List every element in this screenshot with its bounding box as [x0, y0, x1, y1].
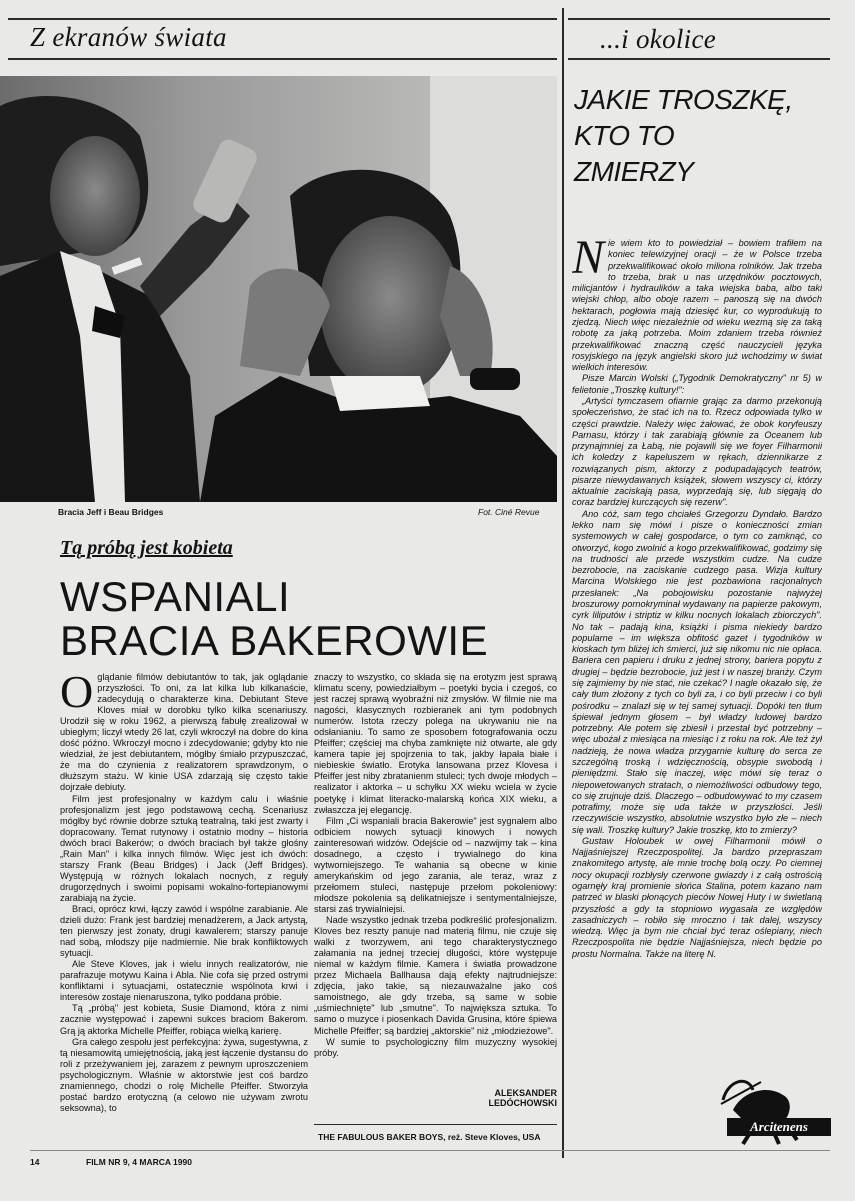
sidebar-title-line3: ZMIERZY: [574, 156, 694, 187]
sidebar-text: ie wiem kto to powiedział – bowiem trafiłem na koniec telewizyjnej oracji – że w Polsce trzeba przekwalifikować około miliona rolników. Jak trzeba to trzeba, brak u nas urzędników pocztowych, milicjantów i hydraulików a taka wiejska baba, albo taki wiejski chłop, albo oboje razem – panoszą się na dwóch hektarach, pogłowia mają dziesięć kur, co wyprodukują to zjedzą. Niech więc niezależnie od wieku wezmą się za taką robotę za jaką potrzeba. Moim zdaniem trzeba również przekwalifikować znaczną część nauczycieli języka rosyjskiego na język angielski skoro już wchodzimy w świat wielkich interesów.: [572, 238, 822, 373]
author-first-name: ALEKSANDER: [494, 1088, 557, 1098]
logo-text: Arcitenens: [750, 1119, 808, 1134]
photo-caption: Bracia Jeff i Beau Bridges: [58, 507, 164, 517]
arcitenens-logo: [713, 1070, 831, 1146]
header-rule-right-bottom: [568, 58, 830, 60]
archer-icon: [713, 1070, 831, 1146]
sidebar-paragraph: Ano cóż, sam tego chciałeś Grzegorzu Dyndało. Bardzo lekko nam się mówi i pisze o konieczności zmian systemowych w całej gospodarce, o tym co zamknąć, co otworzyć, kogo zwolnić a kogo przekwalifikować, godzimy się na trudności ale przede wszystkim cudze. Na cudze bezrobocie, na zaciskanie cudzego pasa. Wizja kultury Marcina Wolskiego nie jest pozbawiona racjonalnych przesłanek: „Na pobojowisku pozostanie najwyżej broszurowy pornokryminał wydawany na papierze pakowym, cyrk liliputów i striptiz w kilku nocnych lokalach zbiorczych". No tak – padają kina, książki i pisma niekiedy bardzo popularne – im większa obfitość gazet i tygodników w kioskach tym bliżej ich śmierci, już się nikomu nic nie opłaca. Bariera cen papieru i druku z jednej strony, bariera popytu z drugiej – będzie bezrobocie, już jest i w naszej branży. Czym się zajmiemy by nie stać, nie czekać? I nagle okazało się, że cały tłum złożony z tych co byli za, i co byli przeciw i co byli pośrodku – znalazł się w tej samej sytuacji. Dopóki ten tłum śpiewał jednym głosem – był władzy ludowej bardzo potrzebny. Ale potem się zbiesił i przestał być potrzebny – więc ubożał z miesiąca na miesiąc i z roku na rok. Ale też żył nadzieją, że nowa władza przygarnie kulturę do serca ze szczególną troską i wdzięcznością, obsypie swobodą i pieniędzmi. Stało się inaczej, więc mówi się teraz o niepowetowanych stratach, o niemożliwości odbudowy tego, co się zrujnuje dziś. Dlaczego – odbudowywać to my czasem potrafimy, może się uda także w przyszłości. Jeśli rzeczywiście wszystko, absolutnie wszystko było złe – niech się wali. Troszkę kultury? Jakie troszkę, kto to zmierzy?: [572, 508, 822, 835]
article-paragraph: Tą „próbą" jest kobieta, Susie Diamond, która z nimi zacznie występować i zapewni sukces braciom Bakerom. Grą ją aktorka Michelle Pfeiffer, robiąca wielką karierę.: [60, 1003, 308, 1036]
sidebar-dropcap: N: [572, 238, 605, 284]
article-paragraph: Film jest profesjonalny w każdym calu i właśnie profesjonalizm jest jego podstawową cechą. Scenariusz mógłby być równie dobrze sztuką teatralną, taki jest zwarty i dopracowany. Temat rutynowy i ostatnio modny – historia dwóch braci Bakerów; o dwóch braciach był także głośny „Rain Man" i kilka innych filmów. Więc jest ich dwóch: starszy Frank (Beau Bridges) i Jack (Jeff Bridges). Występują w różnych lokalach nocnych, z reguły drugorzędnych i swoimi popisami wokalno-fortepianowymi zarabiają na życie.: [60, 793, 308, 903]
author-last-name: LEDÓCHOWSKI: [488, 1098, 557, 1108]
article-paragraph: Ale Steve Kloves, jak i wielu innych realizatorów, nie parafrazuje motywu Kaina i Abla. Nie cofa się przed ostrymi konfliktami i sytuacjami, ostatecznie wspólnota krwi i interesów zostaje nienaruszona, tylko poddana próbie.: [60, 959, 308, 1003]
header-rule-left: [8, 18, 557, 20]
issue-info: FILM NR 9, 4 MARCA 1990: [86, 1157, 192, 1167]
movie-info-rule: [314, 1124, 557, 1125]
article-column-2: [314, 672, 557, 1080]
article-paragraph: W sumie to psychologiczny film muzyczny wysokiej próby.: [314, 1036, 557, 1058]
article-kicker: Tą próbą jest kobieta: [60, 537, 233, 559]
article-paragraph: Film „Ci wspaniali bracia Bakerowie" jest sygnałem albo odbiciem nowych sytuacji kinowych i nowych zainteresowań widzów. Odejście od – nazwijmy tak – kina dosadnego, a często i trywialnego do kina wytworniejszego. Te wahania są obecne w kinie amerykańskim od jego zarania, ale teraz, wraz z przełomem stuleci, następuje przełom pokoleniowy: młodsze pokolenia są delikatniejsze i sentymentalniejsze, starsi zaś trywialniejsi.: [314, 815, 557, 914]
article-paragraph: Nade wszystko jednak trzeba podkreślić profesjonalizm. Kloves bez reszty panuje nad materią filmu, nie czuje się walki z tworzywem, ani tego charakterystycznego załamania na jednej trzeciej długości, które występuje niemal w każdym filmie. Kamera i światła prowadzone przez Michaela Ballhausa dają efekty najtrudniejsze: zdjęcia, jako takie, są niezauważalne jako coś samoistnego, ale gdy trzeba, są same w sobie „uśmiechnięte" lub „smutne". To największa sztuka. To samo o muzyce i piosenkach Davida Grusina, które śpiewa Michelle Pfeiffer; są bardziej „aktorskie" niż „młodzieżowe".: [314, 915, 557, 1036]
article-paragraph: Gra całego zespołu jest perfekcyjna: żywa, sugestywna, z tą niesamowitą umiejętnością, jaką jest łączenie dystansu do roli z przeżywaniem jej, zarazem z pewnym uproszczeniem psychologicznym. Właśnie w aktorstwie jest coś bardzo znamiennego, chodzi o rolę Michelle Pfeiffer. Stworzyła postać bardzo erotyczną (a celowo nie używam zwrotu seksowna), to: [60, 1036, 308, 1113]
article-author: [440, 1088, 557, 1108]
page-number: 14: [30, 1157, 40, 1167]
header-rule-left-bottom: [8, 58, 557, 60]
footer-rule: [30, 1150, 830, 1151]
sidebar-column: [572, 238, 822, 1076]
article-paragraph: Braci, oprócz krwi, łączy zawód i wspólne zarabianie. Ale dzieli dużo: Frank jest bardziej menadżerem, a Jack artystą, ten pierwszy jest żonaty, drugi kawalerem; starszy panuje nad sobą, młodszy pije nadmiernie. Nie brak konfliktowych sytuacji.: [60, 903, 308, 959]
article-title-line2: BRACIA BAKEROWIE: [60, 617, 489, 664]
article-paragraph: [60, 672, 308, 794]
sidebar-paragraph: [572, 238, 822, 373]
article-title-line1: WSPANIALI: [60, 573, 291, 620]
sidebar-paragraph: Gustaw Holoubek w owej Filharmonii mówił o Najjaśniejszej Rzeczpospolitej. Ja bardzo przepraszam znakomitego artystę, ale mnie trochę bolą oczy. Po ciemnej nocy okupacji rozbłysły czerwone gwiazdy i z całą ostrością ogarnęły kraj promienie słońca Stalina, potem kazano nam patrzeć w blaski płonących pieców Nowej Huty i w świetlaną przyszłość a gdy ta stopniowo wygasała ze względów zasadniczych – robiło się mroczno i tak dalej, wszyscy wiedzą. Więc ja bym nie chciał być teraz oślepiany, niech Rzeczpospolita nie będzie Najjaśniejsza, niech będzie po prostu Normalna. Także na literę N.: [572, 835, 822, 959]
article-paragraph: znaczy to wszystko, co składa się na erotyzm jest sprawą klimatu sceny, powiedziałbym – poetyki bycia i czegoś, co jest raczej sprawą wyobraźni niż zmysłów. W filmie nie ma nagości, klasycznych rozbieranek ani tym podobnych numerów. Istota rzeczy polega na ukrywaniu nie na odsłanianiu. To samo ze sposobem fotografowania oczu Pfeiffer; częściej ma chyba zamknięte niż otwarte, ale gdy kamera tapie jej spojrzenia to tak, jakby łapała białe i niebieskie światło. Erotyka lansowana przez Klovesa i Pfeiffer jest niby zbratanienm stuleci; tych dwoje młodych – realizator i aktorka – u schyłku XX wieku wciela w życie poetykę i klimat literacko-malarską końca XIX wieku, a zwłaszcza jej elegancję.: [314, 672, 557, 815]
section-header-left: Z ekranów świata: [30, 22, 227, 52]
article-text: glądanie filmów debiutantów to tak, jak oglądanie przyszłości. To oni, za lat kilka lub kilkanaście, zadecydują o charakterze kina. Debiutant Steve Kloves miał w dorobku tylko kilka scenariuszy. Urodził się w roku 1962, a pierwszą fabułę zrealizował w ubiegłym; liczył wtedy 26 lat, czyli wkroczył na dobre do kina dość późno. Wkroczył mocno i zdecydowanie; gdyby kto nie wiedział, że jest debiutantem, mógłby śmiało przypuszczać, że ma do czynienia z realizatorem sprawdzonym, o dłuższym stażu. W kinie USA zdarzają się często takie dojrzałe debiuty.: [60, 672, 308, 793]
sidebar-paragraph: „Artyści tymczasem ofiarnie grając za darmo przekonują społeczeństwo, że stać ich na to. Rzecz odpowiada tylko w części prawdzie. Należy więc żałować, że obok koryfeuszy Parnasu, którzy i tak zarabiają głównie za Oceanem lub przynajmniej za Łabą, nie pojawili się we foyer Filharmonii ich koledzy z kapeluszem w rękach, dziennikarze z rozwiązanych pism, aktorzy z podupadających teatrów, pisarze niewydawanych książek, słowem wszyscy ci, którzy aktualnie zaciskają pasa, wyprzedają się, lub sięgają do coraz bardziej kurczących się rezerw".: [572, 395, 822, 508]
sidebar-paragraph: Pisze Marcin Wolski („Tygodnik Demokratyczny" nr 5) w felietonie „Troszkę kultury!":: [572, 373, 822, 395]
article-dropcap: O: [60, 672, 94, 717]
sidebar-title-line2: KTO TO: [574, 120, 675, 151]
header-rule-right: [568, 18, 830, 20]
section-header-right: ...i okolice: [600, 24, 717, 54]
article-column-1: [60, 672, 308, 1152]
article-photo: [0, 76, 557, 502]
movie-info: THE FABULOUS BAKER BOYS, reż. Steve Kloves, USA: [318, 1132, 541, 1142]
bridges-brothers-photo: [0, 76, 557, 502]
photo-credit: Fot. Ciné Revue: [478, 507, 540, 517]
column-divider: [562, 8, 564, 1158]
sidebar-title-line1: JAKIE TROSZKĘ,: [574, 84, 793, 115]
